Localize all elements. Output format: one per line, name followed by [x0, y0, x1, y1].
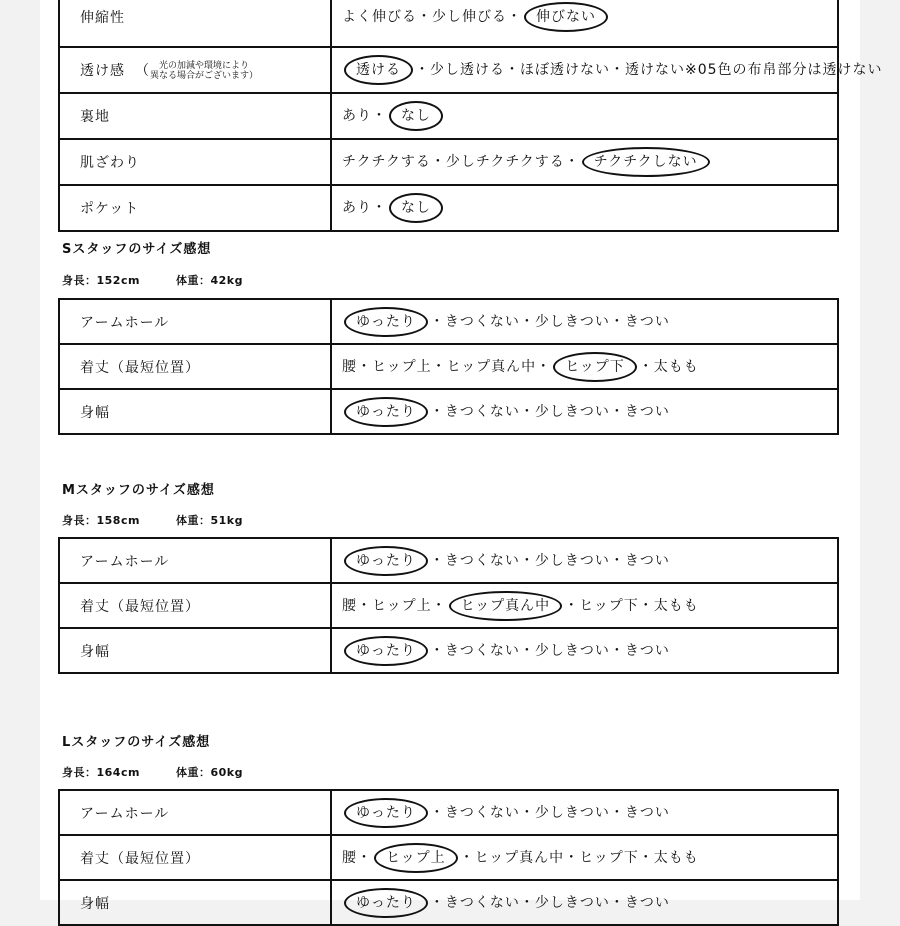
- option-text: ヒップ上: [372, 597, 432, 614]
- row-value-cell: [331, 47, 883, 93]
- row-label: 肌ざわり: [80, 155, 140, 171]
- option-text: 少しきつい: [534, 403, 610, 420]
- option-separator: ・: [519, 313, 535, 330]
- table-row: [59, 185, 838, 231]
- row-label-cell: [59, 880, 331, 925]
- option-text: きつくない: [444, 403, 520, 420]
- option-text: きつい: [624, 313, 670, 330]
- option-separator: ・: [357, 358, 372, 375]
- option-text: 少し伸びる: [432, 9, 507, 25]
- table-row: [59, 790, 838, 835]
- option-separator: ・: [519, 894, 535, 911]
- option-text: 少しきつい: [534, 313, 610, 330]
- option-separator: ・: [429, 894, 445, 911]
- option-separator: ・: [519, 552, 535, 569]
- row-note: [150, 61, 258, 81]
- selected-option-circled: チクチクしない: [582, 147, 710, 177]
- option-text: きつい: [624, 552, 670, 569]
- option-separator: ・: [459, 849, 475, 866]
- option-separator: ・: [357, 597, 372, 614]
- option-text: あり: [342, 108, 372, 124]
- row-label: 伸縮性: [80, 10, 125, 26]
- row-label-cell: [59, 47, 331, 93]
- row-label-cell: [59, 790, 331, 835]
- size-table-m: [58, 537, 839, 674]
- row-label-cell: [59, 139, 331, 185]
- staff-weight-m: 体重：51kg: [175, 514, 243, 527]
- row-label-cell: [59, 185, 331, 231]
- selected-option-circled: ゆったり: [344, 546, 428, 576]
- option-separator: ・: [429, 804, 445, 821]
- table-row: [59, 628, 838, 673]
- option-text: きつい: [624, 403, 670, 420]
- option-separator: ・: [357, 849, 372, 866]
- option-separator: ・: [638, 358, 654, 375]
- row-label: 透け感: [80, 62, 125, 79]
- option-text: 腰: [342, 358, 357, 375]
- row-label: 身幅: [80, 404, 110, 421]
- size-table-s: [58, 298, 839, 435]
- material-table: [58, 0, 883, 232]
- selected-option-circled: ゆったり: [344, 307, 428, 337]
- row-label-cell: [59, 344, 331, 389]
- row-value-cell: [331, 389, 838, 434]
- option-text: きつい: [624, 804, 670, 821]
- option-text: きつくない: [444, 552, 520, 569]
- option-separator: ・: [519, 804, 535, 821]
- row-label-cell: [59, 299, 331, 344]
- row-label: 着丈（最短位置）: [80, 359, 200, 376]
- staff-title-l: Lスタッフのサイズ感想: [62, 735, 211, 750]
- staff-title-s: Sスタッフのサイズ感想: [62, 242, 212, 257]
- row-label-cell: [59, 835, 331, 880]
- row-value-cell: [331, 93, 838, 139]
- row-label-cell: [59, 0, 331, 47]
- option-text: ほぼ透けない: [520, 62, 610, 78]
- option-separator: ・: [431, 358, 447, 375]
- option-separator: ・: [372, 200, 387, 216]
- staff-weight-l: 体重：60kg: [175, 766, 243, 779]
- option-text: 太もも: [653, 597, 699, 614]
- table-row: [59, 47, 838, 93]
- row-value-cell: [331, 538, 838, 583]
- option-text: きつい: [624, 894, 670, 911]
- row-label: 着丈（最短位置）: [80, 850, 200, 867]
- option-text: 少しきつい: [534, 552, 610, 569]
- option-text: 腰: [342, 597, 357, 614]
- row-value-cell: [331, 0, 838, 47]
- option-separator: ・: [609, 642, 625, 659]
- option-separator: ・: [609, 552, 625, 569]
- option-text: 少しきつい: [534, 894, 610, 911]
- option-text: チクチクする: [342, 154, 431, 170]
- option-text: きつくない: [444, 313, 520, 330]
- table-row: [59, 344, 838, 389]
- option-text: 太もも: [653, 358, 699, 375]
- note-bracket: （: [135, 62, 150, 79]
- option-separator: ・: [638, 849, 654, 866]
- table-row: [59, 880, 838, 925]
- row-label: 着丈（最短位置）: [80, 598, 200, 615]
- row-value-cell: [331, 299, 838, 344]
- option-separator: ・: [429, 313, 445, 330]
- option-separator: ・: [609, 313, 625, 330]
- option-separator: ・: [609, 804, 625, 821]
- table-row: [59, 538, 838, 583]
- option-separator: ・: [372, 108, 387, 124]
- staff-body-s: [62, 272, 243, 288]
- note-line: 光の加減や環境により: [159, 60, 250, 71]
- option-separator: ・: [519, 642, 535, 659]
- selected-option-circled: ヒップ上: [374, 843, 458, 873]
- selected-option-circled: 透ける: [344, 55, 413, 85]
- option-separator: ・: [638, 597, 654, 614]
- table-row: [59, 835, 838, 880]
- table-row: [59, 139, 838, 185]
- option-text: ヒップ下: [579, 849, 639, 866]
- option-text: ヒップ真ん中: [446, 358, 537, 375]
- option-text: 透けない※05色の布帛部分は透けない: [625, 62, 883, 78]
- row-value-cell: [331, 790, 838, 835]
- option-separator: ・: [429, 403, 445, 420]
- option-text: ヒップ真ん中: [474, 849, 565, 866]
- option-text: あり: [342, 200, 372, 216]
- option-separator: ・: [609, 894, 625, 911]
- table-row: [59, 389, 838, 434]
- option-separator: ・: [536, 358, 552, 375]
- row-value-cell: [331, 139, 838, 185]
- option-separator: ・: [429, 552, 445, 569]
- option-text: きつい: [624, 642, 670, 659]
- row-label: 身幅: [80, 643, 110, 660]
- selected-option-circled: なし: [389, 193, 443, 223]
- option-text: きつくない: [444, 804, 520, 821]
- option-separator: ・: [609, 403, 625, 420]
- row-value-cell: [331, 185, 838, 231]
- row-label: 身幅: [80, 895, 110, 912]
- staff-weight-s: 体重：42kg: [175, 274, 243, 287]
- row-label: ポケット: [80, 201, 140, 217]
- row-label-cell: [59, 583, 331, 628]
- option-separator: ・: [519, 403, 535, 420]
- document-page: [40, 0, 883, 912]
- option-separator: ・: [505, 62, 520, 78]
- selected-option-circled: ゆったり: [344, 636, 428, 666]
- selected-option-circled: 伸びない: [524, 2, 608, 32]
- option-text: きつくない: [444, 894, 520, 911]
- row-label-cell: [59, 538, 331, 583]
- row-value-cell: [331, 628, 838, 673]
- option-text: きつくない: [444, 642, 520, 659]
- row-label-cell: [59, 389, 331, 434]
- row-label: アームホール: [80, 314, 170, 331]
- row-value-cell: [331, 880, 838, 925]
- row-label-cell: [59, 93, 331, 139]
- option-separator: ・: [415, 62, 430, 78]
- option-text: ヒップ下: [579, 597, 639, 614]
- option-text: 太もも: [653, 849, 699, 866]
- note-line: 異なる場合がございます）: [150, 70, 259, 81]
- row-value-cell: [331, 835, 838, 880]
- option-separator: ・: [564, 849, 580, 866]
- option-text: よく伸びる: [342, 9, 417, 25]
- option-separator: ・: [564, 154, 580, 170]
- size-table-l: [58, 789, 839, 926]
- staff-body-m: [62, 512, 243, 528]
- option-separator: ・: [429, 642, 445, 659]
- selected-option-circled: なし: [389, 101, 443, 131]
- table-row: [59, 0, 838, 47]
- option-separator: ・: [417, 9, 432, 25]
- table-row: [59, 93, 838, 139]
- staff-height-s: 身長：152cm: [62, 274, 140, 287]
- row-label: アームホール: [80, 805, 170, 822]
- row-label-cell: [59, 628, 331, 673]
- staff-height-m: 身長：158cm: [62, 514, 140, 527]
- selected-option-circled: ヒップ真ん中: [449, 591, 563, 621]
- option-text: 腰: [342, 849, 357, 866]
- option-separator: ・: [564, 597, 580, 614]
- row-value-cell: [331, 583, 838, 628]
- option-text: 少し透ける: [430, 62, 505, 78]
- option-separator: ・: [610, 62, 625, 78]
- staff-height-l: 身長：164cm: [62, 766, 140, 779]
- row-label: 裏地: [80, 109, 110, 125]
- option-separator: ・: [431, 597, 447, 614]
- staff-body-l: [62, 764, 243, 780]
- selected-option-circled: ゆったり: [344, 798, 428, 828]
- selected-option-circled: ゆったり: [344, 888, 428, 918]
- option-separator: ・: [507, 9, 522, 25]
- option-text: ヒップ上: [372, 358, 432, 375]
- table-row: [59, 583, 838, 628]
- row-label: アームホール: [80, 553, 170, 570]
- staff-title-m: Mスタッフのサイズ感想: [62, 483, 215, 498]
- option-separator: ・: [430, 154, 446, 170]
- selected-option-circled: ヒップ下: [553, 352, 637, 382]
- option-text: 少しチクチクする: [445, 154, 565, 170]
- row-value-cell: [331, 344, 838, 389]
- selected-option-circled: ゆったり: [344, 397, 428, 427]
- option-text: 少しきつい: [534, 804, 610, 821]
- table-row: [59, 299, 838, 344]
- option-text: 少しきつい: [534, 642, 610, 659]
